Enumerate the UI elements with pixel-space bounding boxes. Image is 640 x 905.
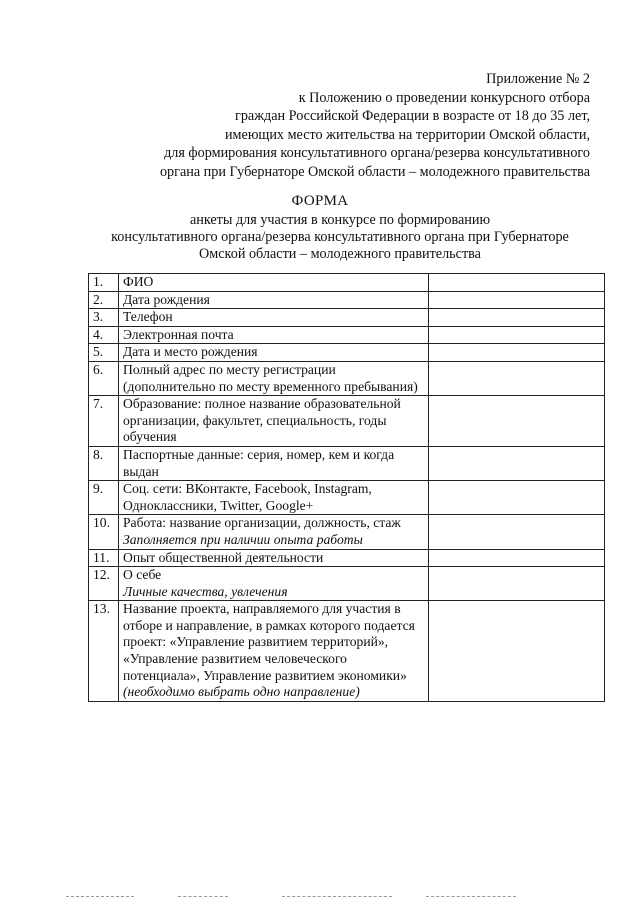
row-label: Работа: название организации, должность, стаж bbox=[123, 515, 401, 531]
row-number: 7. bbox=[89, 396, 119, 447]
subtitle-line: анкеты для участия в конкурсе по формированию bbox=[189, 212, 491, 228]
form-subtitle bbox=[0, 212, 640, 263]
form-row bbox=[89, 309, 605, 327]
row-label-cell bbox=[119, 601, 429, 702]
answer-field[interactable] bbox=[429, 481, 605, 515]
appendix-line: органа при Губернаторе Омской области – молодежного правительства bbox=[159, 163, 590, 180]
answer-field[interactable] bbox=[429, 446, 605, 480]
row-label: ФИО bbox=[123, 274, 154, 289]
row-note: (необходимо выбрать одно направление) bbox=[123, 684, 360, 700]
form-row bbox=[89, 291, 605, 309]
form-title: ФОРМА bbox=[291, 193, 349, 209]
row-number: 6. bbox=[89, 361, 119, 395]
row-label: Паспортные данные: серия, номер, кем и когда выдан bbox=[123, 446, 395, 479]
answer-field[interactable] bbox=[429, 309, 605, 327]
row-label: О себе bbox=[123, 567, 162, 583]
form-row bbox=[89, 274, 605, 292]
form-row bbox=[89, 344, 605, 362]
row-label: Телефон bbox=[123, 309, 173, 325]
row-number: 2. bbox=[89, 291, 119, 309]
row-number: 11. bbox=[89, 549, 119, 567]
answer-field[interactable] bbox=[429, 291, 605, 309]
answer-field[interactable] bbox=[429, 515, 605, 549]
row-label-cell bbox=[119, 274, 429, 292]
row-label: Дата рождения bbox=[123, 291, 210, 307]
footer-mark bbox=[282, 896, 392, 898]
row-label-cell bbox=[119, 396, 429, 447]
row-label: Опыт общественной деятельности bbox=[123, 549, 324, 565]
row-number: 1. bbox=[89, 274, 119, 292]
row-number: 4. bbox=[89, 326, 119, 344]
row-label-cell bbox=[119, 481, 429, 515]
row-label-cell bbox=[119, 515, 429, 549]
row-label-cell bbox=[119, 549, 429, 567]
appendix-line: Приложение № 2 bbox=[486, 71, 590, 87]
form-row bbox=[89, 326, 605, 344]
answer-field[interactable] bbox=[429, 274, 605, 292]
questionnaire-table bbox=[88, 273, 605, 702]
answer-field[interactable] bbox=[429, 567, 605, 601]
footer-mark bbox=[66, 896, 134, 898]
row-label-cell bbox=[119, 567, 429, 601]
row-number: 13. bbox=[89, 601, 119, 702]
form-row bbox=[89, 361, 605, 395]
appendix-line: к Положению о проведении конкурсного отбора bbox=[298, 89, 590, 106]
appendix-line: имеющих место жительства на территории Омской области, bbox=[224, 126, 590, 143]
row-label-cell bbox=[119, 291, 429, 309]
row-label: Электронная почта bbox=[123, 326, 234, 342]
form-row bbox=[89, 549, 605, 567]
row-label-cell bbox=[119, 344, 429, 362]
row-label: Полный адрес по месту регистрации (дополнительно по месту временного пребывания) bbox=[123, 361, 418, 394]
row-number: 8. bbox=[89, 446, 119, 480]
form-row bbox=[89, 601, 605, 702]
row-label: Дата и место рождения bbox=[123, 344, 258, 360]
appendix-header bbox=[160, 70, 590, 182]
row-label-cell bbox=[119, 446, 429, 480]
row-label: Соц. сети: ВКонтакте, Facebook, Instagram, Одноклассники, Twitter, Google+ bbox=[123, 481, 372, 513]
row-number: 12. bbox=[89, 567, 119, 601]
subtitle-line: консультативного органа/резерва консультативного органа при Губернаторе bbox=[111, 229, 569, 245]
footer-mark bbox=[178, 896, 228, 898]
answer-field[interactable] bbox=[429, 549, 605, 567]
footer-mark bbox=[426, 896, 516, 898]
subtitle-line: Омской области – молодежного правительства bbox=[199, 246, 481, 262]
answer-field[interactable] bbox=[429, 396, 605, 447]
answer-field[interactable] bbox=[429, 326, 605, 344]
answer-field[interactable] bbox=[429, 601, 605, 702]
row-number: 9. bbox=[89, 481, 119, 515]
row-note: Заполняется при наличии опыта работы bbox=[123, 531, 363, 547]
answer-field[interactable] bbox=[429, 361, 605, 395]
appendix-line: граждан Российской Федерации в возрасте от 18 до 35 лет, bbox=[235, 108, 590, 125]
form-row bbox=[89, 396, 605, 447]
form-row bbox=[89, 481, 605, 515]
row-label-cell bbox=[119, 326, 429, 344]
row-label-cell bbox=[119, 361, 429, 395]
appendix-line: для формирования консультативного органа/резерва консультативного bbox=[164, 145, 590, 162]
row-label-cell bbox=[119, 309, 429, 327]
row-note: Личные качества, увлечения bbox=[123, 583, 288, 599]
row-label: Название проекта, направляемого для участия в отборе и направление, в рамках которого подается проект: «Управление развитием территорий», «Управление развитием человеческого потенциала», Управление развитием экономики» bbox=[123, 601, 415, 683]
answer-field[interactable] bbox=[429, 344, 605, 362]
form-row bbox=[89, 567, 605, 601]
row-number: 10. bbox=[89, 515, 119, 549]
row-number: 3. bbox=[89, 309, 119, 327]
row-number: 5. bbox=[89, 344, 119, 362]
form-row bbox=[89, 515, 605, 549]
row-label: Образование: полное название образовательной организации, факультет, специальность, годы обучения bbox=[123, 396, 401, 445]
form-row bbox=[89, 446, 605, 480]
